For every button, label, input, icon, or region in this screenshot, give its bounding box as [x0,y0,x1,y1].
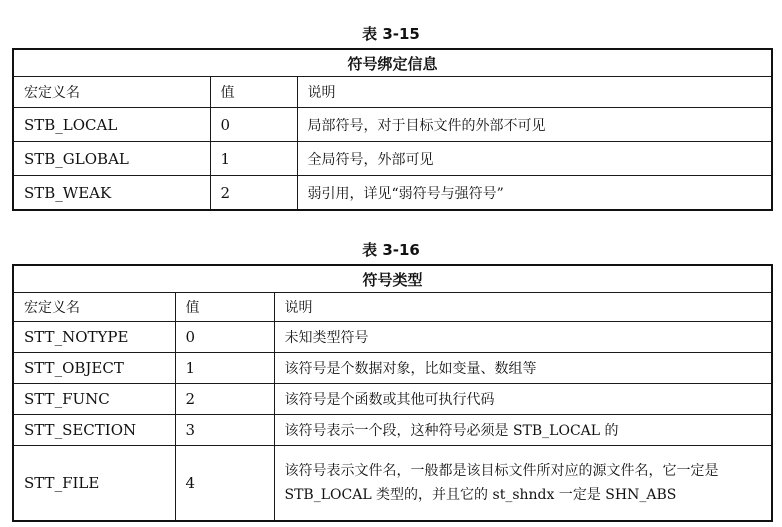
table-row [13,415,772,446]
value-cell: 4 [175,446,274,522]
description-cell: 全局符号，外部可见 [297,142,772,176]
table-row [13,176,772,211]
macro-name-cell: STT_FILE [13,446,175,522]
header-value: 值 [210,77,297,108]
table-row [13,142,772,176]
header-macro-name: 宏定义名 [13,77,210,108]
value-cell: 0 [210,108,297,142]
description-cell: 局部符号，对于目标文件的外部不可见 [297,108,772,142]
macro-name-cell: STT_OBJECT [13,353,175,384]
value-cell: 3 [175,415,274,446]
description-cell: 该符号表示文件名，一般都是该目标文件所对应的源文件名，它一定是 STB_LOCAL 类型的，并且它的 st_shndx 一定是 SHN_ABS [274,446,772,522]
description-cell: 该符号是个函数或其他可执行代码 [274,384,772,415]
table-header-row [13,293,772,322]
value-cell: 2 [210,176,297,211]
macro-name-cell: STT_FUNC [13,384,175,415]
description-cell: 该符号表示一个段，这种符号必须是 STB_LOCAL 的 [274,415,772,446]
macro-name-cell: STT_NOTYPE [13,322,175,353]
description-cell: 未知类型符号 [274,322,772,353]
macro-name-cell: STB_GLOBAL [13,142,210,176]
macro-name-cell: STB_LOCAL [13,108,210,142]
table-title: 符号绑定信息 [13,49,772,77]
header-description: 说明 [297,77,772,108]
value-cell: 1 [210,142,297,176]
table-row [13,322,772,353]
value-cell: 2 [175,384,274,415]
header-description: 说明 [274,293,772,322]
symbol-type-table [12,264,773,522]
table-title-row [13,49,772,77]
table-row [13,384,772,415]
value-cell: 0 [175,322,274,353]
macro-name-cell: STB_WEAK [13,176,210,211]
table-caption-3-15: 表 3-15 [362,25,420,43]
table-title-row [13,265,772,293]
table-caption-3-16: 表 3-16 [362,241,420,259]
header-macro-name: 宏定义名 [13,293,175,322]
table-row [13,353,772,384]
table-row [13,446,772,522]
macro-name-cell: STT_SECTION [13,415,175,446]
description-cell: 该符号是个数据对象，比如变量、数组等 [274,353,772,384]
table-header-row [13,77,772,108]
symbol-binding-table [12,48,773,211]
value-cell: 1 [175,353,274,384]
description-cell: 弱引用，详见“弱符号与强符号” [297,176,772,211]
table-row [13,108,772,142]
header-value: 值 [175,293,274,322]
table-title: 符号类型 [13,265,772,293]
